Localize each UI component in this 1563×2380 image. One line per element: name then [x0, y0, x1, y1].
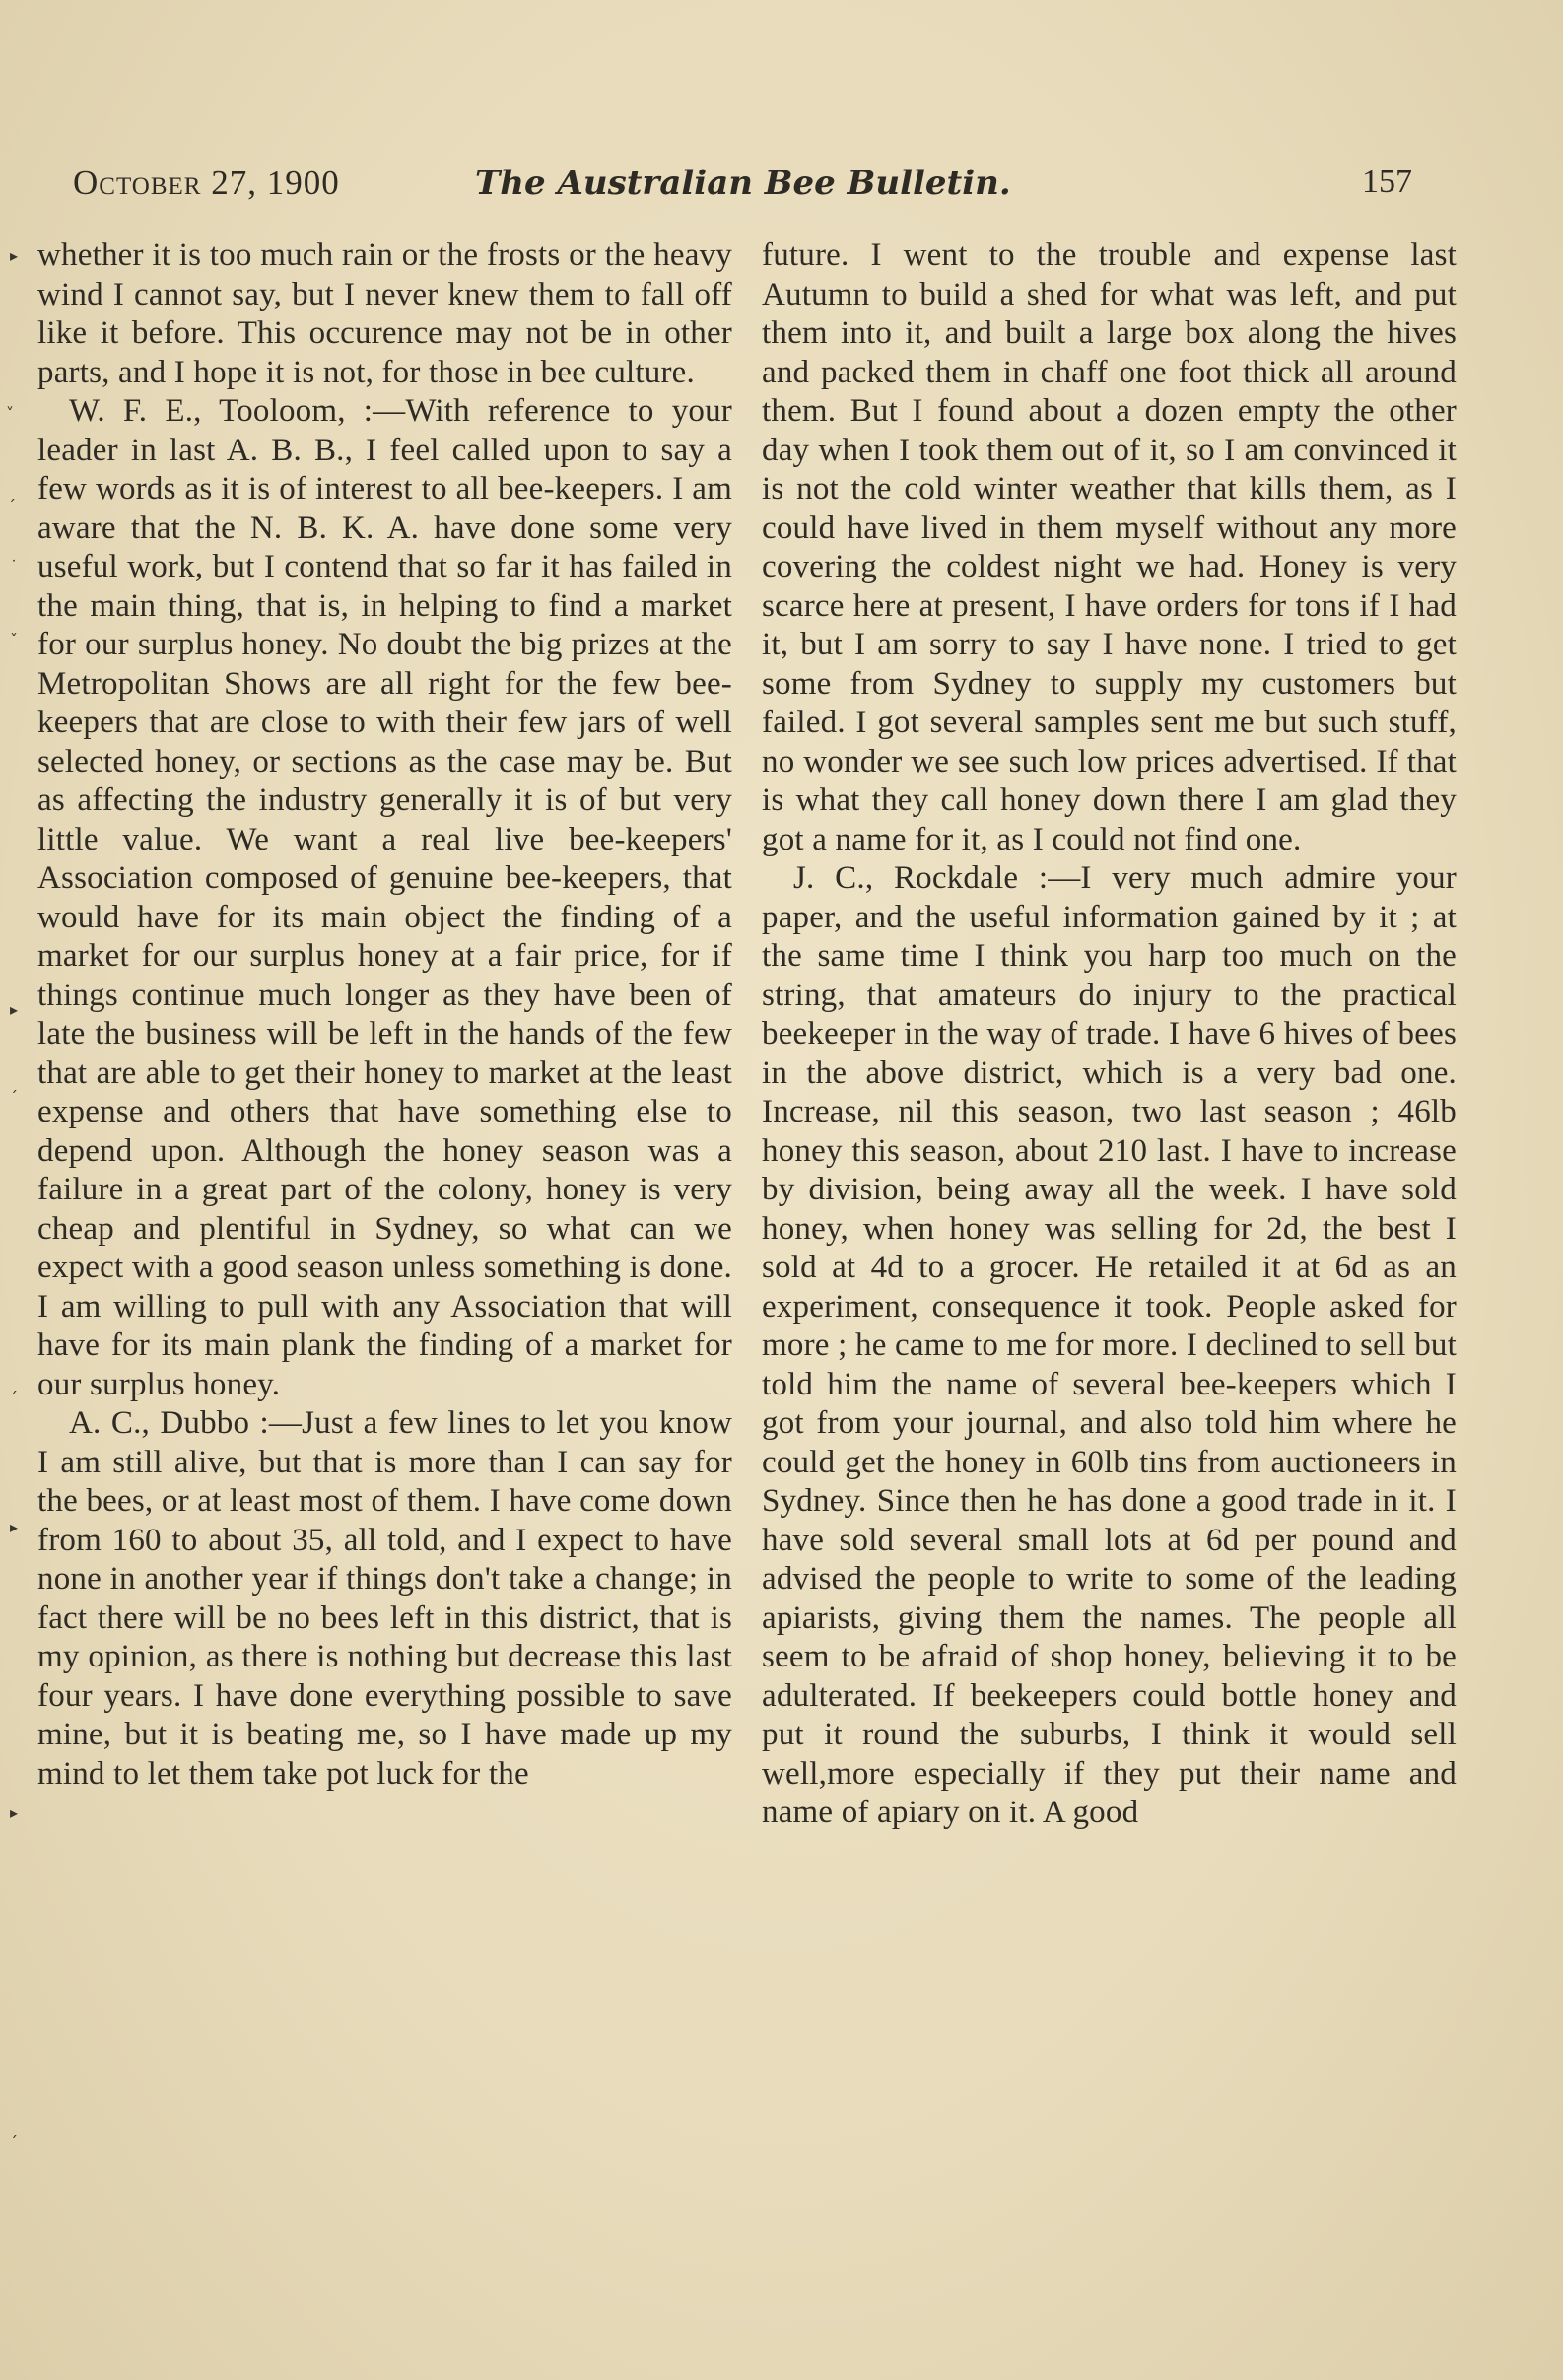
- margin-mark: ˙: [10, 557, 18, 576]
- publication-title: The Australian Bee Bulletin.: [475, 164, 1011, 203]
- paragraph-dubbo-continued: future. I went to the trouble and expense last Autumn to build a shed for what was left, and put them into it, and built a large box along the hives and packed them in chaff one foot thick all around them. But I found about a dozen empty the other day when I took them out of it, so I am convinced it is not the cold winter weather that kills them, as I could have lived in them myself without any more covering the coldest night we had. Honey is very scarce here at present, I have orders for tons if I had it, but I am sorry to say I have none. I tried to get some from Sydney to supply my customers but failed. I got several samples sent me but such stuff, no wonder we see such low prices advertised. If that is what they call honey down there I am glad they got a name for it, as I could not find one.: [762, 238, 1457, 857]
- margin-mark: ˏ: [8, 483, 16, 502]
- margin-mark: ▸: [10, 1803, 19, 1822]
- margin-mark: ˅: [6, 404, 14, 423]
- letter-rockdale: J. C., Rockdale :—I very much admire your paper, and the useful information gained by it ; at the same time I think you harp too much on the string, that amateurs do injury to the practical beekeeper in the way of trade. I have 6 hives of bees in the above district, which is a very bad one. Increase, nil this season, two last season ; 46lb honey this season, about 210 last. I have to increase by division, being away all the week. I have sold honey, when honey was selling for 2d, the best I sold at 4d to a grocer. He retailed it at 6d as an experiment, consequence it took. People asked for more ; he came to me for more. I declined to sell but told him the name of several bee-keepers which I got from your journal, and also told him where he could get the honey in 60lb tins from auctioneers in Sydney. Since then he has done a good trade in it. I have sold several small lots at 6d per pound and advised the people to write to some of the leading apiarists, giving them the names. The people all seem to be afraid of shop honey, believing it to be adulterated. If beekeepers could bottle honey and put it round the suburbs, I think it would sell well,more especially if they put their name and name of apiary on it. A good: [762, 860, 1457, 1830]
- letter-tooloom: W. F. E., Tooloom, :—With reference to your leader in last A. B. B., I feel called upon to say a few words as it is of interest to all bee-keepers. I am aware that the N. B. K. A. have done some very useful work, but I contend that so far it has failed in the main thing, that is, in helping to find a market for our surplus honey. No doubt the big prizes at the Metropolitan Shows are all right for the few bee-keepers that are close to with their few jars of well selected honey, or sections as the case may be. But as affecting the industry generally it is of but very little value. We want a real live bee-keepers' Association composed of genuine bee-keepers, that would have for its main object the finding of a market for our surplus honey at a fair price, for if things continue much longer as they have been of late the business will be left in the hands of the few that are able to get their honey to market at the least expense and others that have something else to depend upon. Although the honey season was a failure in a great part of the colony, honey is very cheap and plentiful in Sydney, so what can we expect with a good season unless something is done. I am willing to pull with any Association that will have for its main plank the finding of a market for our surplus honey.: [37, 393, 732, 1402]
- right-column: [762, 237, 1457, 1833]
- margin-mark: ˏ: [10, 1375, 18, 1394]
- margin-mark: ▸: [10, 246, 19, 265]
- issue-date: October 27, 1900: [73, 164, 340, 202]
- margin-annotation-marks: [0, 0, 39, 2380]
- margin-mark: ▸: [10, 1518, 19, 1536]
- page-number: 157: [1362, 164, 1412, 200]
- letter-dubbo: A. C., Dubbo :—Just a few lines to let you know I am still alive, but that is more than I can say for the bees, or at least most of them. I have come down from 160 to about 35, all told, and I expect to have none in another year if things don't take a change; in fact there will be no bees left in this district, that is my opinion, as there is nothing but decrease this last four years. I have done everything possible to save mine, but it is beating me, so I have made up my mind to let them take pot luck for the: [37, 1405, 732, 1792]
- margin-mark: ˏ: [10, 1074, 18, 1093]
- left-column: [37, 237, 732, 1794]
- margin-mark: ▸: [10, 1000, 19, 1019]
- paragraph-continuation: whether it is too much rain or the frosts or the heavy wind I cannot say, but I never knew them to fall off like it before. This occurence may not be in other parts, and I hope it is not, for those in bee culture.: [37, 238, 732, 390]
- margin-mark: ˏ: [10, 2119, 18, 2138]
- margin-mark: ˇ: [10, 631, 18, 649]
- page-header: [39, 164, 1439, 213]
